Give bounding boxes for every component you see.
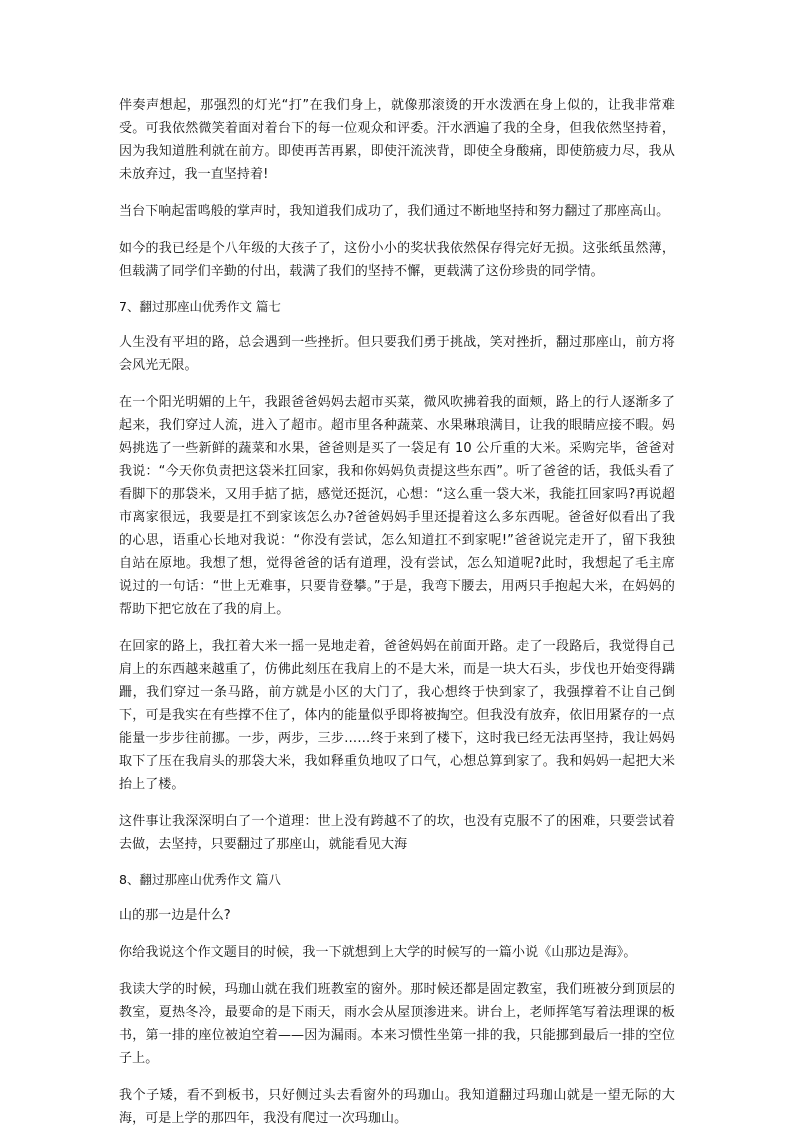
paragraph: 伴奏声想起，那强烈的灯光“打”在我们身上，就像那滚烫的开水泼洒在身上似的，让我非常难受。可我依然微笑着面对着台下的每一位观众和评委。汗水洒遍了我的全身，但我依然坚持着，因为我知道胜利就在前方。即使再苦再累，即使汗流浃背，即使全身酸痛，即使筋疲力尽，我从未放弃过，我一直坚持着! xyxy=(119,98,675,182)
paragraph: 我读大学的时候，玛珈山就在我们班教室的窗外。那时候还都是固定教室，我们班被分到顶层的教室，夏热冬冷，最要命的是下雨天，雨水会从屋顶渗进来。讲台上，老师挥笔写着法理课的板书，第一排的座位被迫空着——因为漏雨。本来习惯性坐第一排的我，只能挪到最后一排的空位子上。 xyxy=(119,982,675,1066)
paragraph: 你给我说这个作文题目的时候，我一下就想到上大学的时候写的一篇小说《山那边是海》。 xyxy=(119,945,637,960)
paragraph: 山的那一边是什么? xyxy=(119,908,231,923)
section-heading: 8、翻过那座山优秀作文 篇八 xyxy=(119,872,281,887)
paragraph: 在回家的路上，我扛着大米一摇一晃地走着，爸爸妈妈在前面开路。走了一段路后，我觉得自己肩上的东西越来越重了，仿佛此刻压在我肩上的不是大米，而是一块大石头，步伐也开始变得蹒跚，我们穿过一条马路，前方就是小区的大门了，我心想终于快到家了，我强撑着不让自己倒下，可是我实在有些撑不住了，体内的能量似乎即将被掏空。但我没有放弃，依旧用紧存的一点能量一步步往前挪。一步，两步，三步……终于来到了楼下，这时我已经无法再坚持，我让妈妈取下了压在我肩头的那袋大米，我如释重负地叹了口气，心想总算到家了。我和妈妈一起把大米抬上了楼。 xyxy=(119,639,675,792)
document-page xyxy=(119,94,675,1130)
paragraph: 如今的我已经是个八年级的大孩子了，这份小小的奖状我依然保存得完好无损。这张纸虽然薄，但载满了同学们辛勤的付出，载满了我们的坚持不懈，更载满了这份珍贵的同学情。 xyxy=(119,241,675,279)
paragraph: 人生没有平坦的路，总会遇到一些挫折。但只要我们勇于挑战，笑对挫折，翻过那座山，前方将会风光无限。 xyxy=(119,335,675,373)
section-heading: 7、翻过那座山优秀作文 篇七 xyxy=(119,299,281,314)
paragraph: 我个子矮，看不到板书，只好侧过头去看窗外的玛珈山。我知道翻过玛珈山就是一望无际的大海，可是上学的那四年，我没有爬过一次玛珈山。 xyxy=(119,1088,675,1126)
paragraph: 这件事让我深深明白了一个道理：世上没有跨越不了的坎，也没有克服不了的困难，只要尝试着去做，去坚持，只要翻过了那座山，就能看见大海 xyxy=(119,814,675,852)
paragraph: 在一个阳光明媚的上午，我跟爸爸妈妈去超市买菜，微风吹拂着我的面颊，路上的行人逐渐多了起来，我们穿过人流，进入了超市。超市里各种蔬菜、水果琳琅满目，让我的眼睛应接不暇。妈妈挑选了一些新鲜的蔬菜和水果，爸爸则是买了一袋足有 10 公斤重的大米。采购完毕，爸爸对我说：“今天你负责把这袋米扛回家，我和你妈妈负责提这些东西”。听了爸爸的话，我低头看了看脚下的那袋米，又用手掂了掂，感觉还挺沉，心想：“这么重一袋大米，我能扛回家吗?再说超市离家很远，我要是扛不到家该怎么办?爸爸妈妈手里还提着这么多东西呢。爸爸好似看出了我的心思，语重心长地对我说：“你没有尝试，怎么知道扛不到家呢!”爸爸说完走开了，留下我独自站在原地。我想了想，觉得爸爸的话有道理，没有尝试，怎么知道呢?此时，我想起了毛主席说过的一句话：“世上无难事，只要肯登攀。”于是，我弯下腰去，用两只手抱起大米，在妈妈的帮助下把它放在了我的肩上。 xyxy=(119,395,675,617)
paragraph: 当台下响起雷鸣般的掌声时，我知道我们成功了，我们通过不断地坚持和努力翻过了那座高山。 xyxy=(119,204,670,219)
